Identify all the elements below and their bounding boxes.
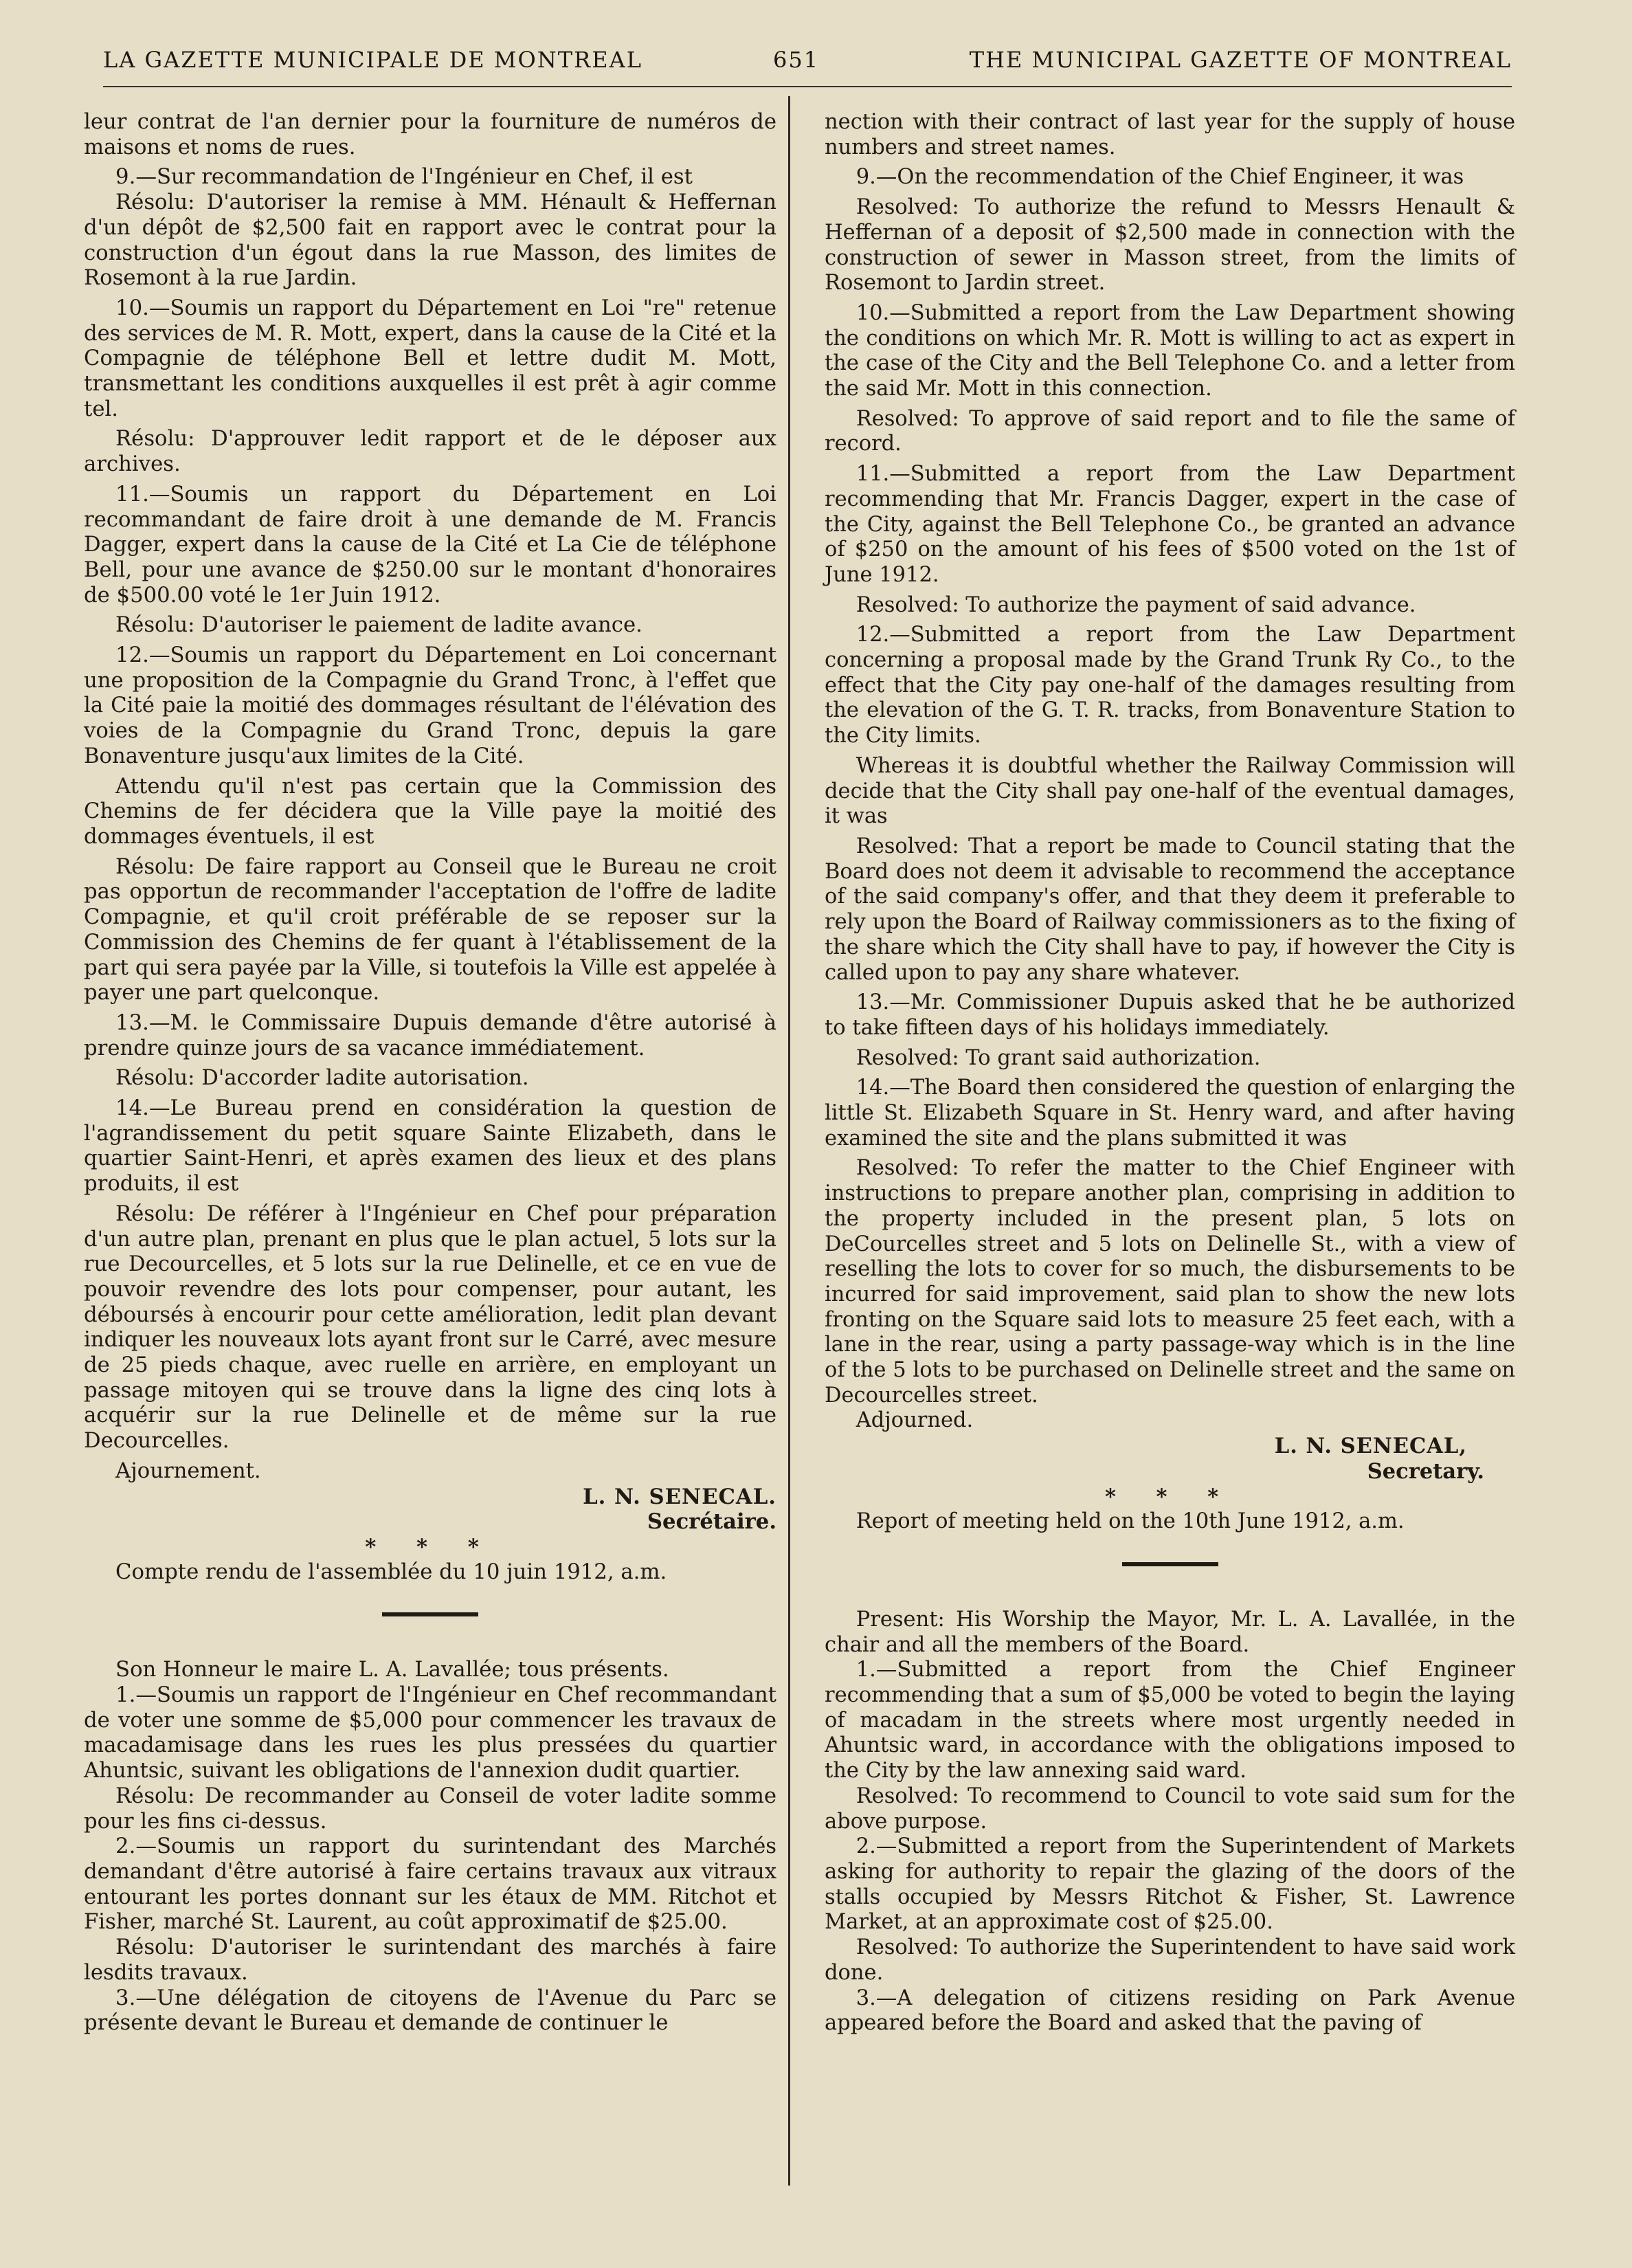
paragraph: Résolu: D'autoriser la remise à MM. Hénault & Heffernan d'un dépôt de $2,500 fait en rapport avec le contrat pour la construction d'un égout dans la rue Masson, des limites de Rosemont à la rue Jardin. [84,190,776,291]
paragraph: 3.—Une délégation de citoyens de l'Avenue du Parc se présente devant le Bureau et demande de continuer le [84,1986,776,2036]
paragraph: 14.—Le Bureau prend en considération la question de l'agrandissement du petit square Sainte Elizabeth, dans le quartier Saint-Henri, et après examen des lieux et des plans produits, il est [84,1096,776,1197]
paragraph: 14.—The Board then considered the question of enlarging the little St. Elizabeth Square in St. Henry ward, and after having examined the site and the plans submitted it was [825,1076,1515,1150]
paragraph: 2.—Submitted a report from the Superintendent of Markets asking for authority to repair the glazing of the doors of the stalls occupied by Messrs Ritchot & Fisher, St. Lawrence Market, at an approximate cost of $25.00. [825,1834,1515,1935]
paragraph: 10.—Soumis un rapport du Département en Loi "re" retenue des services de M. R. Mott, expert, dans la cause de la Cité et la Compagnie de téléphone Bell et lettre dudit M. Mott, transmettant les conditions auxquelles il est prêt à agir comme tel. [84,296,776,421]
french-column [84,110,776,2036]
paragraph: Resolved: To authorize the payment of said advance. [856,592,1416,617]
paragraph: 1.—Soumis un rapport de l'Ingénieur en Chef recommandant de voter une somme de $5,000 pour commencer les travaux de macadamisage dans les rues les plus pressées du quartier Ahuntsic, suivant les obligations de l'annexion dudit quartier. [84,1683,776,1783]
paragraph: Resolved: To refer the matter to the Chief Engineer with instructions to prepare another plan, comprising in addition to the property included in the present plan, 5 lots on DeCourcelles street and 5 lots on Delinelle St., with a view of reselling the lots to cover for so much, the disbursements to be incurred for said improvement, said plan to show the new lots fronting on the Square said lots to measure 25 feet each, with a lane in the rear, using a party passage-way which is in the line of the 5 lots to be purchased on Delinelle street and the same on Decourcelles street. [825,1156,1515,1408]
paragraph: Resolved: To authorize the Superintendent to have said work done. [825,1935,1515,1985]
english-column [825,110,1515,2036]
paragraph: 2.—Soumis un rapport du surintendant des Marchés demandant d'être autorisé à faire certains travaux aux vitraux entourant les portes donnant sur les étaux de MM. Ritchot et Fisher, marché St. Laurent, au coût approximatif de $25.00. [84,1834,776,1935]
paragraph: Résolu: De faire rapport au Conseil que le Bureau ne croit pas opportun de recommander l'acceptation de l'offre de ladite Compagnie, et qu'il croit préférable de se reposer sur la Commission des Chemins de fer quant à l'établissement de la part qui sera payée par la Ville, si toutefois la Ville est appelée à payer une part quelconque. [84,854,776,1005]
paragraph: Present: His Worship the Mayor, Mr. L. A. Lavallée, in the chair and all the members of the Board. [825,1607,1515,1657]
paragraph: 12.—Submitted a report from the Law Department concerning a proposal made by the Grand Trunk Ry Co., to the effect that the City pay one-half of the damages resulting from the elevation of the G. T. R. tracks, from Bonaventure Station to the City limits. [825,623,1515,748]
column-divider [788,96,790,2186]
meeting-report-title: Compte rendu de l'assemblée du 10 juin 1912, a.m. [115,1559,667,1584]
paragraph: Résolu: De recommander au Conseil de voter ladite somme pour les fins ci-dessus. [84,1783,776,1834]
paragraph: 11.—Soumis un rapport du Département en Loi recommandant de faire droit à une demande de M. Francis Dagger, expert dans la cause de la Cité et La Cie de téléphone Bell, pour une avance de $250.00 sur le montant d'honoraires de $500.00 voté le 1er Juin 1912. [84,482,776,608]
paragraph: Résolu: D'autoriser le paiement de ladite avance. [115,613,642,638]
paragraph: Résolu: D'autoriser le surintendant des marchés à faire lesdits travaux. [84,1935,776,1985]
paragraph: 13.—Mr. Commissioner Dupuis asked that he be authorized to take fifteen days of his holidays immediately. [825,990,1515,1040]
section-stars: * * * [365,1534,495,1559]
paragraph: leur contrat de l'an dernier pour la fourniture de numéros de maisons et noms de rues. [84,110,776,159]
signature-name: L. N. SENECAL, [1274,1434,1467,1459]
signature-name: L. N. SENECAL. [583,1484,776,1509]
adjourned-line: Adjourned. [856,1408,974,1433]
paragraph: 12.—Soumis un rapport du Département en Loi concernant une proposition de la Compagnie du Grand Tronc, à l'effet que la Cité paie la moitié des dommages résultant de l'élévation des voies de la Compagnie du Grand Tronc, depuis la gare Bonaventure jusqu'aux limites de la Cité. [84,643,776,768]
meeting-report-title: Report of meeting held on the 10th June 1912, a.m. [856,1509,1405,1534]
paragraph: 13.—M. le Commissaire Dupuis demande d'être autorisé à prendre quinze jours de sa vacance immédiatement. [84,1010,776,1060]
section-stars: * * * [1104,1484,1236,1509]
paragraph: 3.—A delegation of citizens residing on Park Avenue appeared before the Board and asked that the paving of [825,1986,1515,2036]
paragraph: Resolved: To recommend to Council to vote said sum for the above purpose. [825,1783,1515,1834]
paragraph: Resolved: To authorize the refund to Messrs Henault & Heffernan of a deposit of $2,500 made in connection with the construction of sewer in Masson street, from the limits of Rosemont to Jardin street. [825,195,1515,296]
paragraph: Résolu: De référer à l'Ingénieur en Chef pour préparation d'un autre plan, prenant en plus que le plan actuel, 5 lots sur la rue Decourcelles, et 5 lots sur la rue Delinelle, et ce en vue de pouvoir revendre des lots pour compenser, pour autant, les déboursés à encourir pour cette amélioration, ledit plan devant indiquer les nouveaux lots ayant front sur le Carré, avec mesure de 25 pieds chaque, avec ruelle en arrière, en employant un passage mitoyen qui se trouve dans la ligne des cinq lots à acquérir sur la rue Delinelle et de même sur la rue Decourcelles. [84,1201,776,1454]
paragraph: Résolu: D'approuver ledit rapport et de le déposer aux archives. [84,427,776,477]
page-number: 651 [773,47,820,73]
header-english-title: THE MUNICIPAL GAZETTE OF MONTREAL [969,47,1512,73]
header-french-title: LA GAZETTE MUNICIPALE DE MONTREAL [103,47,642,73]
running-header [103,47,1512,81]
paragraph: Résolu: D'accorder ladite autorisation. [115,1066,529,1091]
signature-title: Secretary. [1367,1458,1484,1484]
paragraph: 9.—On the recommendation of the Chief Engineer, it was [856,165,1464,190]
paragraph: Attendu qu'il n'est pas certain que la Commission des Chemins de fer décidera que la Ville paye la moitié des dommages éventuels, il est [84,774,776,849]
paragraph: Son Honneur le maire L. A. Lavallée; tous présents. [115,1658,669,1682]
paragraph: 10.—Submitted a report from the Law Department showing the conditions on which Mr. R. Mott is willing to act as expert in the case of the City and the Bell Telephone Co. and a letter from the said Mr. Mott in this connection. [825,300,1515,401]
paragraph: Whereas it is doubtful whether the Railway Commission will decide that the City shall pay one-half of the eventual damages, it was [825,753,1515,829]
section-rule [382,1612,478,1616]
paragraph: 11.—Submitted a report from the Law Department recommending that Mr. Francis Dagger, expert in the case of the City, against the Bell Telephone Co., be granted an advance of $250 on the amount of his fees of $500 voted on the 1st of June 1912. [825,462,1515,587]
paragraph: Resolved: To approve of said report and to file the same of record. [825,406,1515,456]
paragraph: 1.—Submitted a report from the Chief Engineer recommending that a sum of $5,000 be voted to begin the laying of macadam in the streets where most urgently needed in Ahuntsic ward, in accordance with the obligations imposed to the City by the law annexing said ward. [825,1658,1515,1783]
paragraph: Resolved: To grant said authorization. [856,1045,1261,1070]
signature-title: Secrétaire. [647,1509,776,1535]
paragraph: 9.—Sur recommandation de l'Ingénieur en Chef, il est [115,165,693,190]
header-rule [103,86,1512,87]
section-rule [1122,1562,1218,1566]
adjourned-line: Ajournement. [115,1458,261,1483]
paragraph: nection with their contract of last year for the supply of house numbers and street names. [825,110,1515,159]
paragraph: Resolved: That a report be made to Council stating that the Board does not deem it advisable to recommend the acceptance of the said company's offer, and that they deem it preferable to rely upon the Board of Railway commissioners as to the fixing of the share which the City shall have to pay, if however the City is called upon to pay any share whatever. [825,834,1515,985]
